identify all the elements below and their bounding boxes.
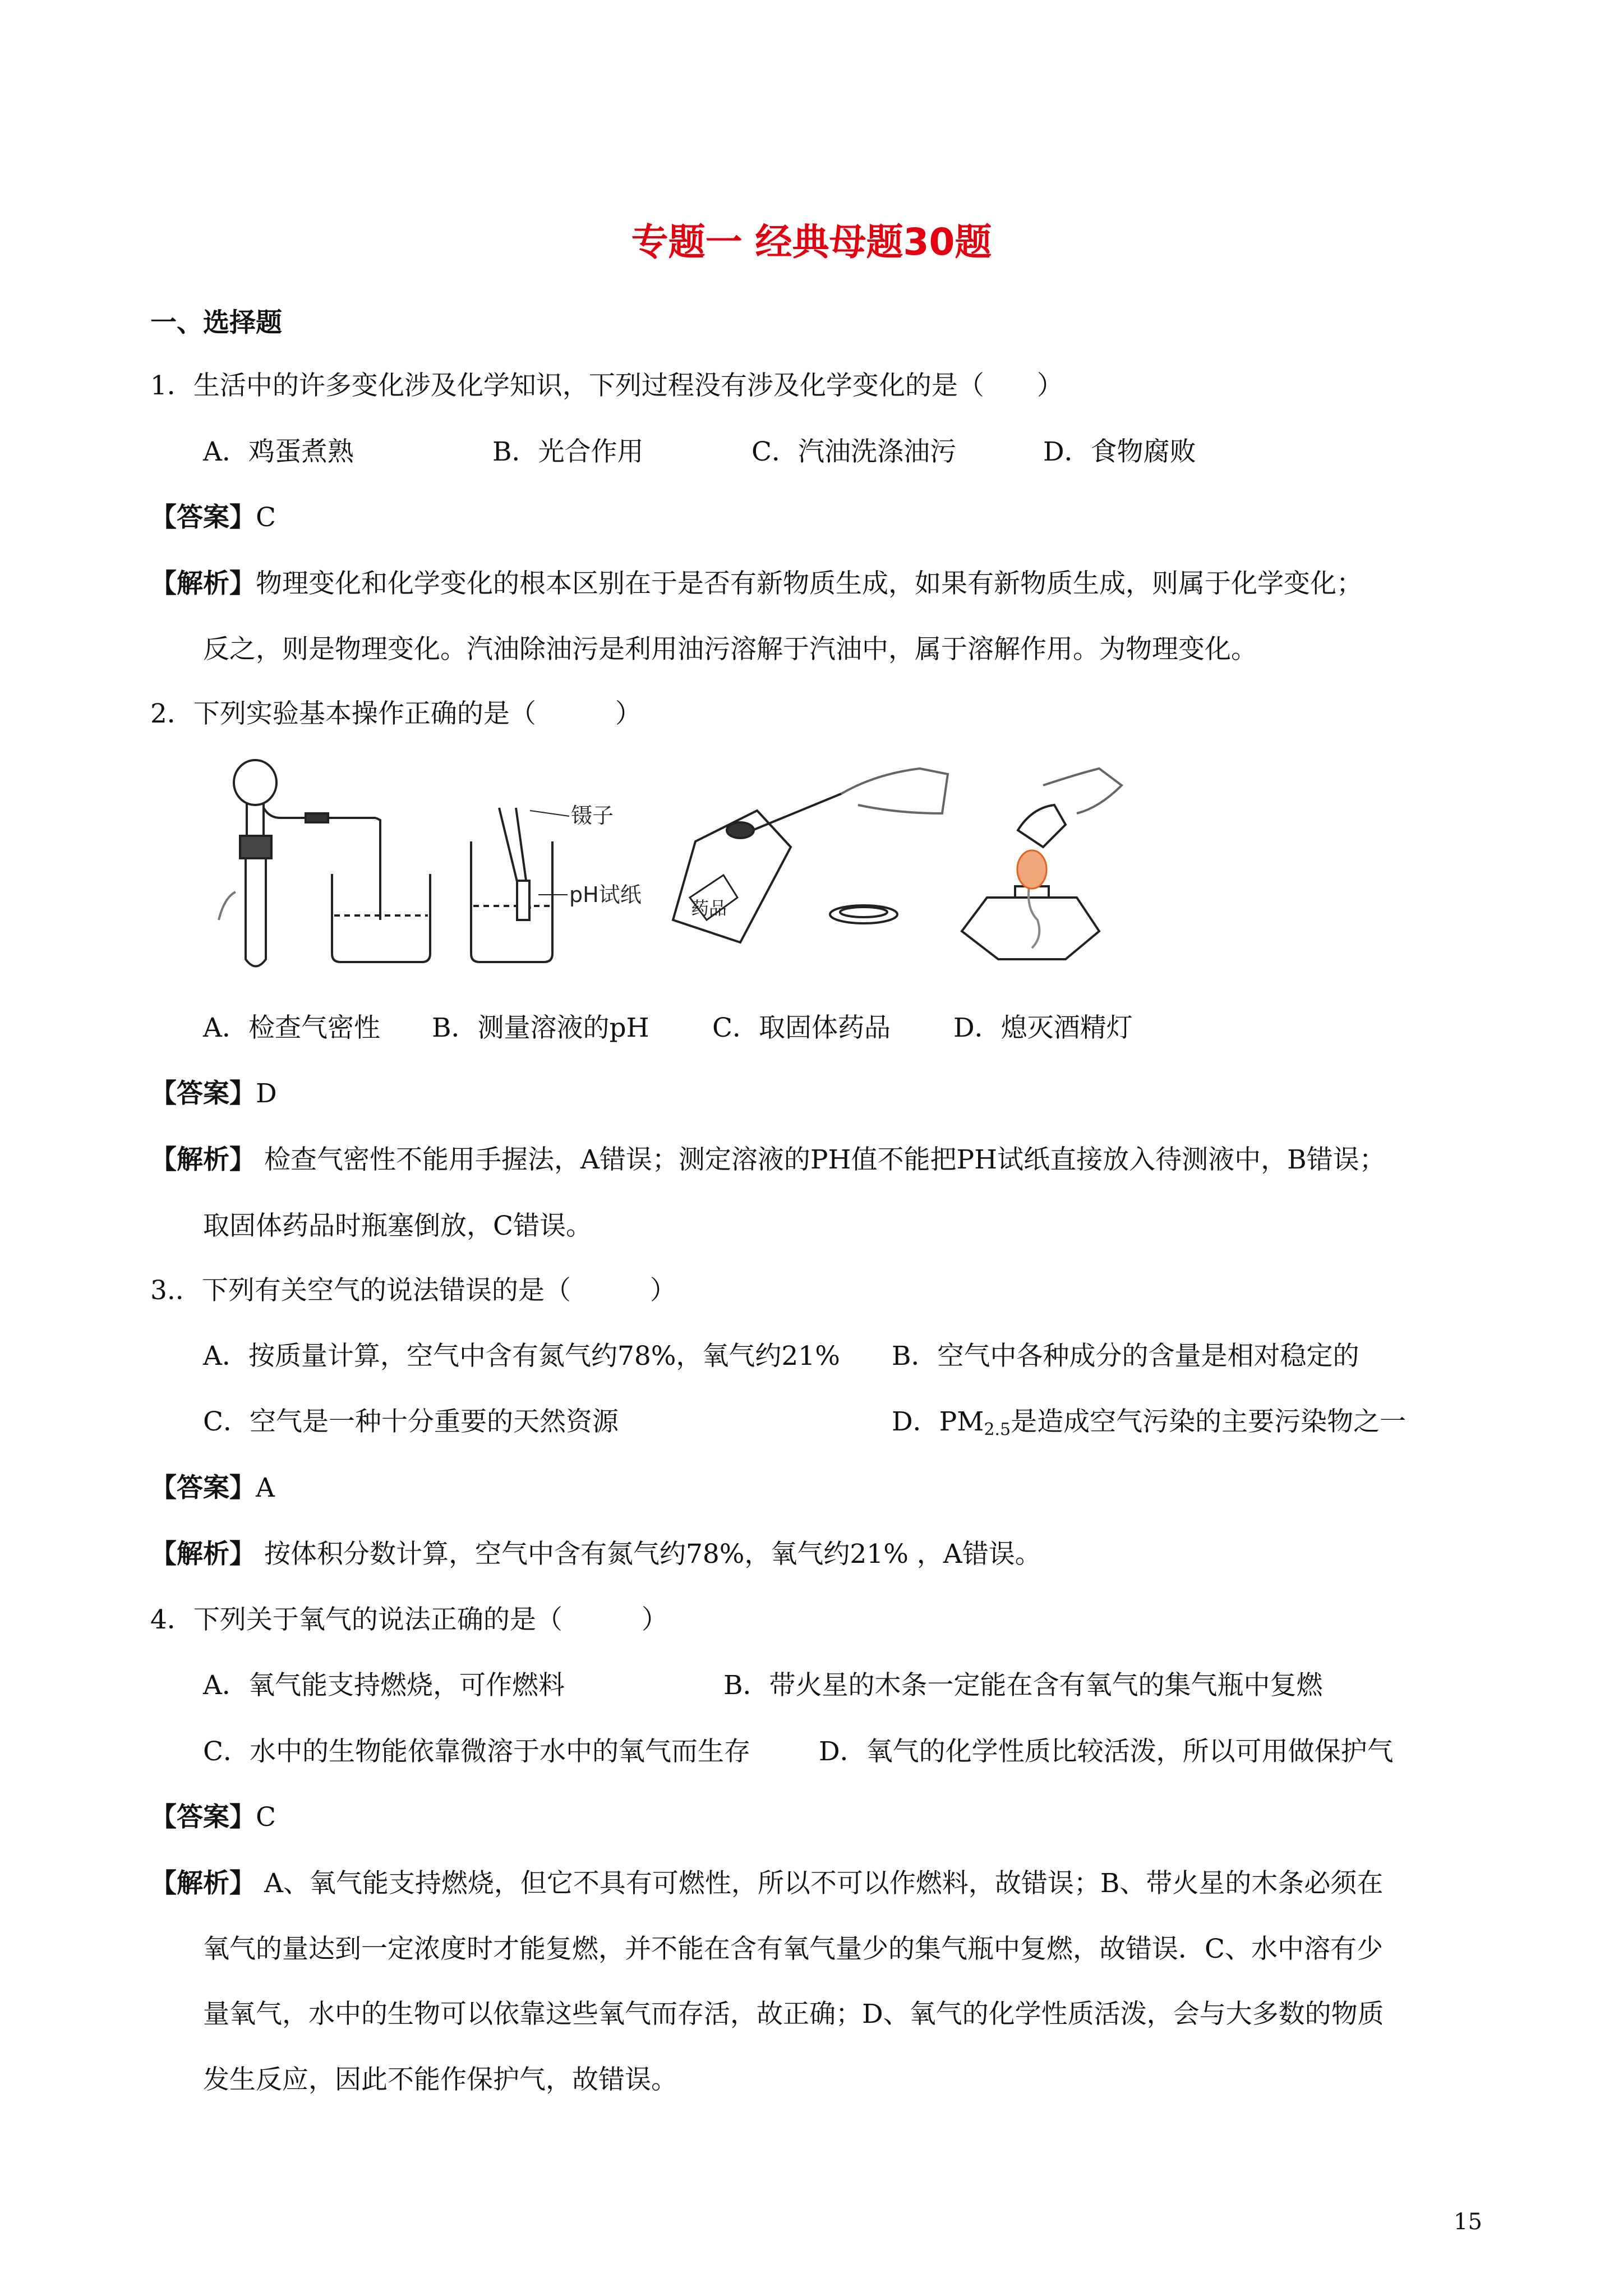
q1-stem: 1．生活中的许多变化涉及化学知识，下列过程没有涉及化学变化的是（ ）: [150, 370, 1063, 401]
q4-option-d: D．氧气的化学性质比较活泼，所以可用做保护气: [819, 1736, 1394, 1767]
analysis-text: 按体积分数计算，空气中含有氮气约78%，氧气约21% ，A错误。: [256, 1539, 1041, 1570]
analysis-label: 【解析】: [150, 1539, 256, 1570]
page-title: 专题一 经典母题30题: [631, 220, 992, 264]
answer-value: C: [256, 1802, 276, 1833]
option-d-subscript: 2.5: [984, 1420, 1011, 1439]
q2-option-c: C．取固体药品: [712, 1013, 891, 1043]
q4-analysis-line-1: [150, 1862, 1383, 1900]
analysis-text: 物理变化和化学变化的根本区别在于是否有新物质生成，如果有新物质生成，则属于化学变化；: [256, 568, 1363, 599]
figure-d-alcohol-lamp: [962, 769, 1122, 959]
option-d-prefix: D．PM: [892, 1406, 984, 1437]
answer-value: A: [256, 1473, 275, 1503]
option-d-suffix: 是造成空气污染的主要污染物之一: [1011, 1406, 1407, 1437]
analysis-text: 检查气密性不能用手握法，A错误；测定溶液的PH值不能把PH试纸直接放入待测液中，B错误；: [256, 1144, 1386, 1175]
q1-option-d: D．食物腐败: [1043, 436, 1196, 467]
q4-option-a: A．氧气能支持燃烧，可作燃料: [203, 1670, 565, 1701]
bottle-label: 药品: [691, 898, 727, 919]
answer-value: C: [256, 502, 276, 533]
section-heading: 一、选择题: [150, 307, 282, 338]
page-number: 15: [1454, 2209, 1482, 2235]
q2-experiment-figure: [202, 752, 1155, 976]
q4-stem: 4．下列关于氧气的说法正确的是（ ）: [150, 1604, 668, 1635]
analysis-label: 【解析】: [150, 1868, 256, 1899]
q4-analysis-line-2: 氧气的量达到一定浓度时才能复燃，并不能在含有氧气量少的集气瓶中复燃，故错误．C、水中溶有少: [203, 1934, 1383, 1964]
q3-option-c: C．空气是一种十分重要的天然资源: [203, 1406, 619, 1437]
q1-option-b: B．光合作用: [492, 436, 644, 467]
q4-answer: [150, 1796, 276, 1834]
figure-a-airtightness: [219, 760, 430, 967]
answer-label: 【答案】: [150, 1473, 256, 1503]
q3-stem: 3.．下列有关空气的说法错误的是（ ）: [150, 1275, 676, 1306]
q2-answer: [150, 1073, 277, 1110]
answer-value: D: [256, 1078, 277, 1109]
q2-option-d: D．熄灭酒精灯: [953, 1013, 1133, 1043]
q4-option-c: C．水中的生物能依靠微溶于水中的氧气而生存: [203, 1736, 750, 1767]
q4-analysis-line-3: 量氧气，水中的生物可以依靠这些氧气而存活，故正确；D、氧气的化学性质活泼，会与大多数的物质: [203, 1999, 1384, 2030]
q3-answer: [150, 1467, 275, 1504]
q2-option-b: B．测量溶液的pH: [432, 1013, 649, 1043]
analysis-text: A、氧气能支持燃烧，但它不具有可燃性，所以不可以作燃料，故错误；B、带火星的木条必须在: [256, 1868, 1384, 1899]
q1-answer: [150, 496, 276, 534]
ph-paper-label: pH试纸: [569, 882, 642, 907]
q1-analysis-line-1: [150, 563, 1363, 600]
q2-analysis-line-2: 取固体药品时瓶塞倒放，C错误。: [203, 1211, 592, 1241]
answer-label: 【答案】: [150, 1078, 256, 1109]
q1-analysis-line-2: 反之，则是物理变化。汽油除油污是利用油污溶解于汽油中，属于溶解作用。为物理变化。: [203, 634, 1257, 665]
q4-option-b: B．带火星的木条一定能在含有氧气的集气瓶中复燃: [723, 1670, 1323, 1701]
tweezers-label: 镊子: [571, 803, 614, 828]
q2-option-a: A．检查气密性: [203, 1013, 380, 1043]
answer-label: 【答案】: [150, 502, 256, 533]
q3-option-a: A．按质量计算，空气中含有氮气约78%，氧气约21%: [203, 1341, 840, 1372]
q1-option-a: A．鸡蛋煮熟: [203, 436, 354, 467]
figure-b-ph-test: [471, 803, 642, 962]
answer-label: 【答案】: [150, 1802, 256, 1833]
analysis-label: 【解析】: [150, 568, 256, 599]
q1-option-c: C．汽油洗涤油污: [751, 436, 956, 467]
q3-analysis-line-1: [150, 1533, 1041, 1571]
figure-c-solid-reagent: [673, 769, 948, 942]
q3-option-b: B．空气中各种成分的含量是相对稳定的: [892, 1341, 1359, 1372]
analysis-label: 【解析】: [150, 1144, 256, 1175]
q4-analysis-line-4: 发生反应，因此不能作保护气，故错误。: [203, 2064, 677, 2095]
q3-option-d: [892, 1401, 1406, 1439]
q2-stem: 2．下列实验基本操作正确的是（ ）: [150, 698, 642, 729]
q2-analysis-line-1: [150, 1139, 1386, 1176]
